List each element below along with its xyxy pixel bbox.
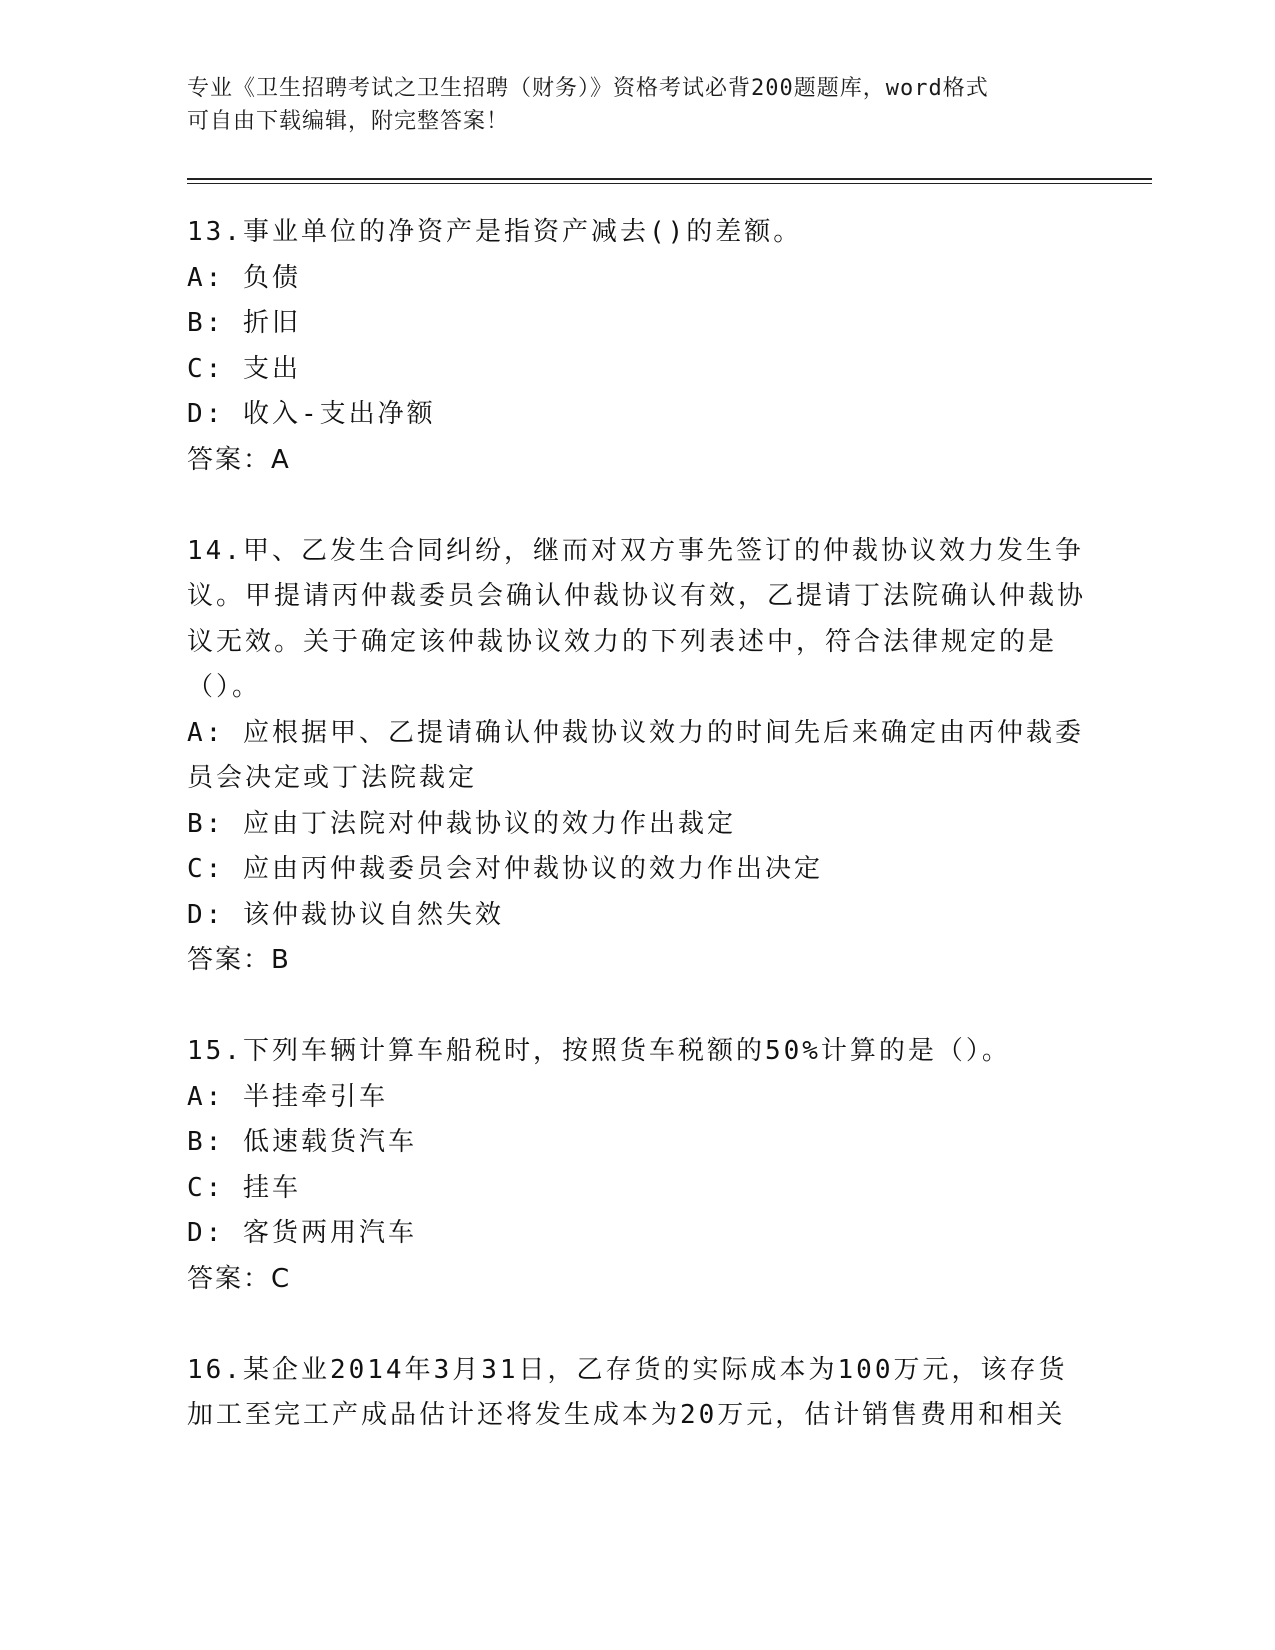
option-d: D: 客货两用汽车: [187, 1218, 417, 1248]
answer-line: 答案：B: [187, 945, 291, 975]
document-header: [187, 72, 1067, 138]
option-d: D: 该仲裁协议自然失效: [187, 899, 504, 930]
answer-line: 答案：C: [187, 1263, 292, 1294]
question-stem: 14.甲、乙发生合同纠纷，继而对双方事先签订的仲裁协议效力发生争议。甲提请丙仲裁委员会确认仲裁协议有效，乙提请丁法院确认仲裁协议无效。关于确定该仲裁协议效力的下列表述中，符合法律规定的是（）。: [187, 535, 1087, 702]
option-a: A: 半挂牵引车: [187, 1081, 388, 1112]
header-divider: [187, 178, 1152, 184]
option-c: C: 支出: [187, 353, 301, 384]
option-a: A: 应根据甲、乙提请确认仲裁协议效力的时间先后来确定由丙仲裁委员会决定或丁法院裁定: [187, 717, 1084, 793]
question-stem: 13.事业单位的净资产是指资产减去()的差额。: [187, 217, 803, 247]
question-stem: 16.某企业2014年3月31日，乙存货的实际成本为100万元，该存货加工至完工产成品估计还将发生成本为20万元，估计销售费用和相关: [187, 1354, 1068, 1430]
question-stem: 15.下列车辆计算车船税时，按照货车税额的50%计算的是（）。: [187, 1036, 1011, 1066]
question-14: [187, 529, 1087, 984]
option-c: C: 应由丙仲裁委员会对仲裁协议的效力作出决定: [187, 854, 823, 884]
answer-line: 答案：A: [187, 444, 291, 475]
header-title-line-2: 可自由下载编辑，附完整答案！: [187, 109, 510, 134]
question-list: [187, 210, 1087, 1484]
option-a: A: 负债: [187, 262, 301, 293]
option-d: D: 收入-支出净额: [187, 399, 436, 429]
question-16: [187, 1348, 1087, 1439]
option-c: C: 挂车: [187, 1172, 301, 1203]
option-b: B: 折旧: [187, 308, 301, 338]
header-title-line-1: 专业《卫生招聘考试之卫生招聘（财务）》资格考试必背200题题库，word格式: [187, 76, 989, 101]
question-15: [187, 1029, 1087, 1302]
option-b: B: 应由丁法院对仲裁协议的效力作出裁定: [187, 808, 736, 839]
question-13: [187, 210, 1087, 483]
option-b: B: 低速载货汽车: [187, 1127, 417, 1157]
